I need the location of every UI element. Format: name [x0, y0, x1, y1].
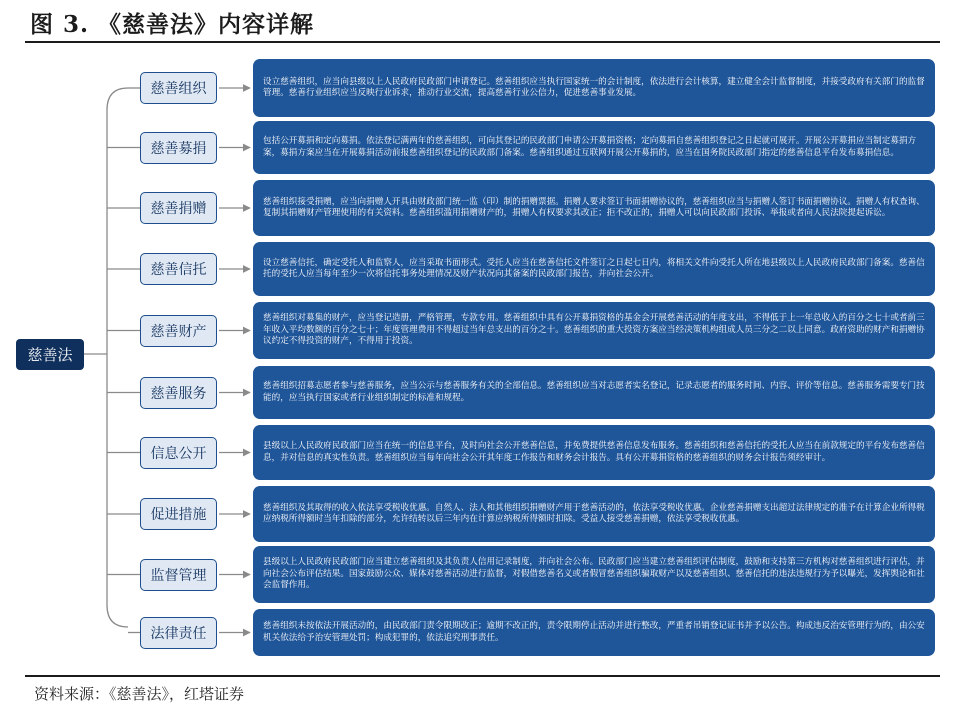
description-box: [253, 180, 935, 236]
category-box: 信息公开: [140, 437, 217, 469]
category-box: 慈善信托: [140, 253, 217, 285]
description-text: 设立慈善组织，应当向县级以上人民政府民政部门申请登记。慈善组织应当执行国家统一的会计制度，依法进行会计核算，建立健全会计监督制度，并接受政府有关部门的监督管理。慈善行业组织应当反映行业诉求，推动行业交流，提高慈善行业公信力，促进慈善事业发展。: [263, 76, 925, 98]
description-box: [253, 121, 935, 174]
description-text: 包括公开募捐和定向募捐。依法登记满两年的慈善组织，可向其登记的民政部门申请公开募捐资格；定向募捐自慈善组织登记之日起就可展开。开展公开募捐应当制定募捐方案，募捐方案应当在开展募捐活动前报慈善组织登记的民政部门备案。慈善组织通过互联网开展公开募捐的，应当在国务院民政部门指定的慈善信息平台发布募捐信息。: [263, 136, 917, 158]
description-text: 慈善组织未按依法开展活动的，由民政部门责令限期改正；逾期不改正的，责令限期停止活动并进行整改，严重者吊销登记证书并予以公告。构成违反治安管理行为的，由公安机关依法给予治安管理处罚；构成犯罪的，依法追究刑事责任。: [263, 621, 925, 643]
category-box: 慈善财产: [140, 315, 217, 347]
footer-divider: [25, 675, 940, 677]
description-text: 慈善组织接受捐赠，应当向捐赠人开具由财政部门统一监（印）制的捐赠票据。捐赠人要求签订书面捐赠协议的，慈善组织应当与捐赠人签订书面捐赠协议。捐赠人有权查询、复制其捐赠财产管理使用的有关资料。慈善组织滥用捐赠财产的，捐赠人有权要求其改正；拒不改正的，捐赠人可以向民政部门投诉、举报或者向人民法院提起诉讼。: [263, 196, 925, 218]
description-box: [253, 486, 935, 542]
category-box: 法律责任: [140, 617, 217, 649]
category-box: 慈善服务: [140, 377, 217, 409]
description-text: 慈善组织对募集的财产，应当登记造册，严格管理，专款专用。慈善组织中具有公开募捐资格的基金会开展慈善活动的年度支出，不得低于上一年总收入的百分之七十或者前三年收入平均数额的百分之七十；年度管理费用不得超过当年总支出的百分之十。慈善组织的重大投资方案应当经决策机构组成人员三分之二以上同意。政府资助的财产和捐赠协议约定不得投资的财产，不得用于投资。: [263, 313, 925, 347]
description-box: [253, 609, 935, 656]
description-box: [253, 546, 935, 603]
description-box: [253, 302, 935, 359]
description-text: 慈善组织招募志愿者参与慈善服务，应当公示与慈善服务有关的全部信息。慈善组织应当对志愿者实名登记，记录志愿者的服务时间、内容、评价等信息。慈善服务需要专门技能的，应当执行国家或者行业组织制定的标准和规程。: [263, 381, 925, 403]
category-box: 促进措施: [140, 498, 217, 530]
category-box: 监督管理: [140, 559, 217, 591]
description-text: 慈善组织及其取得的收入依法享受税收优惠。自然人、法人和其他组织捐赠财产用于慈善活动的，依法享受税收优惠。企业慈善捐赠支出超过法律规定的准予在计算企业所得税应纳税所得额时当年扣除的部分，允许结转以后三年内在计算应纳税所得额时扣除。受益人接受慈善捐赠，依法享受税收优惠。: [263, 502, 925, 524]
category-box: 慈善捐赠: [140, 192, 217, 224]
description-text: 县级以上人民政府民政部门应当在统一的信息平台，及时向社会公开慈善信息，并免费提供慈善信息发布服务。慈善组织和慈善信托的受托人应当在前款规定的平台发布慈善信息，并对信息的真实性负责。慈善组织应当每年向社会公开其年度工作报告和财务会计报告。具有公开募捐资格的慈善组织的财务会计报告须经审计。: [263, 441, 925, 463]
description-text: 设立慈善信托，确定受托人和监察人，应当采取书面形式。受托人应当在慈善信托文件签订之日起七日内，将相关文件向受托人所在地县级以上人民政府民政部门备案。慈善信托的受托人应当每年至少一次将信托事务处理情况及财产状况向其备案的民政部门报告，并向社会公开。: [263, 257, 925, 279]
description-box: [253, 242, 935, 296]
root-node-charity-law: 慈善法: [16, 339, 84, 370]
description-box: [253, 366, 935, 419]
figure-title: 图 3. 《慈善法》内容详解: [30, 11, 315, 38]
category-box: 慈善组织: [140, 72, 217, 104]
category-box: 慈善募捐: [140, 132, 217, 164]
description-box: [253, 425, 935, 480]
description-box: [253, 59, 935, 117]
description-text: 县级以上人民政府民政部门应当建立慈善组织及其负责人信用记录制度，并向社会公布。民政部门应当建立慈善组织评估制度，鼓励和支持第三方机构对慈善组织进行评估，并向社会公布评估结果。国家鼓励公众、媒体对慈善活动进行监督，对假借慈善名义或者假冒慈善组织骗取财产以及慈善组织、慈善信托的违法违规行为予以曝光，发挥舆论和社会监督作用。: [263, 557, 925, 591]
source-note: 资料来源：《慈善法》，红塔证券: [34, 685, 245, 703]
